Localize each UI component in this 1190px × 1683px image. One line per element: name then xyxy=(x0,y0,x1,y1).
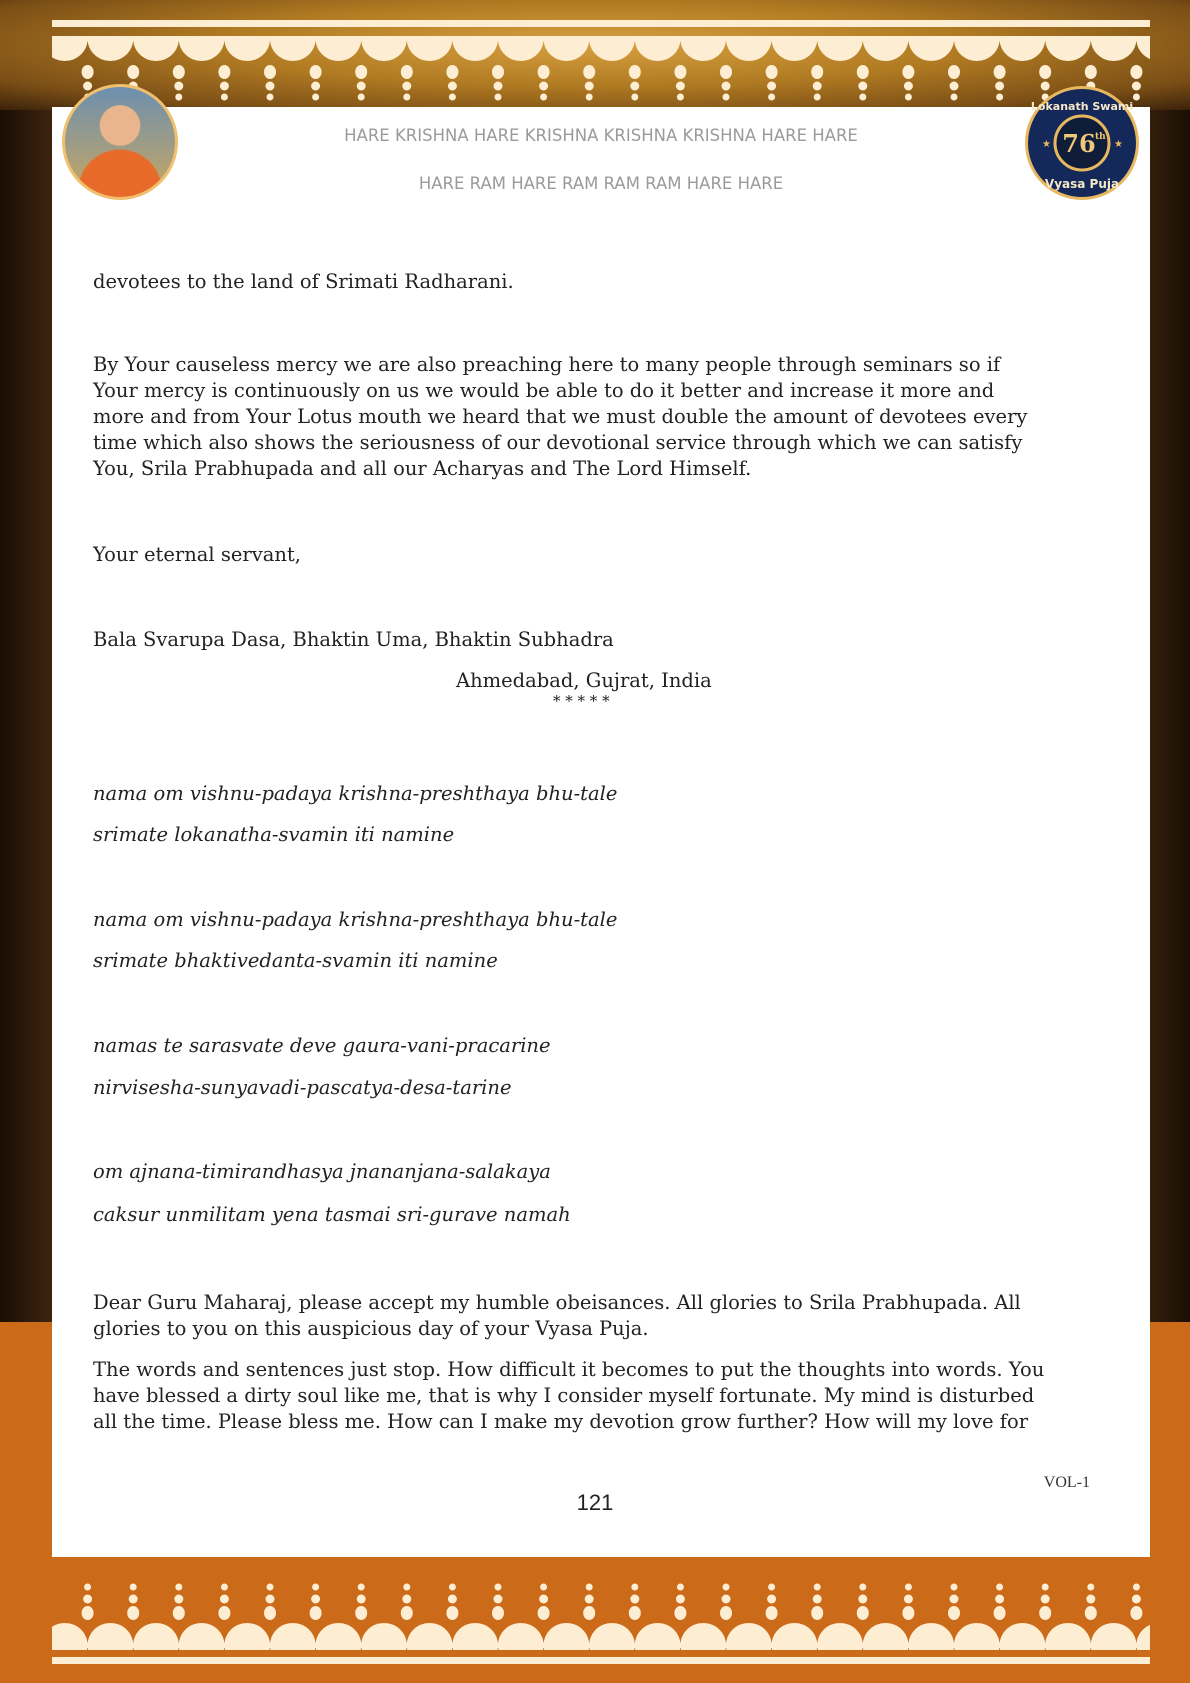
border-ornament xyxy=(858,82,867,91)
border-ornament xyxy=(494,1595,503,1604)
border-ornament xyxy=(908,36,954,61)
border-ornament xyxy=(629,65,641,79)
border-ornament xyxy=(358,1584,365,1591)
border-ornament xyxy=(589,36,635,61)
verse-2-line-2: srimate bhaktivedanta-svamin iti namine xyxy=(93,949,498,972)
border-ornament xyxy=(857,65,869,79)
border-ornament xyxy=(813,82,822,91)
border-ornament xyxy=(767,82,776,91)
border-ornament xyxy=(494,82,503,91)
svg-text:★: ★ xyxy=(1042,139,1051,150)
border-ornament xyxy=(722,1595,731,1604)
border-ornament xyxy=(951,1584,958,1591)
verse-3-line-1: namas te sarasvate deve gaura-vani-pracarine xyxy=(93,1034,551,1057)
text-line: time which also shows the seriousness of our devotional service through which we can satisfy xyxy=(93,431,1023,454)
text-line: You, Srila Prabhupada and all our Acharyas and The Lord Himself. xyxy=(93,457,752,480)
border-ornament xyxy=(174,82,183,91)
border-ornament xyxy=(817,1623,863,1650)
border-ornament xyxy=(1132,1595,1141,1604)
border-ornament xyxy=(583,1606,595,1620)
border-ornament xyxy=(270,36,316,61)
border-ornament xyxy=(1085,65,1097,79)
border-ornament xyxy=(1039,1606,1051,1620)
paragraph-1: devotees to the land of Srimati Radharani. xyxy=(93,270,514,293)
border-ornament xyxy=(902,65,914,79)
verse-4-line-2: caksur unmilitam yena tasmai sri-gurave namah xyxy=(93,1203,571,1226)
border-ornament xyxy=(218,65,230,79)
border-ornament xyxy=(224,1623,270,1650)
border-ornament xyxy=(311,1595,320,1604)
border-ornament xyxy=(133,1623,179,1650)
border-ornament xyxy=(538,65,550,79)
border-ornament xyxy=(1130,1606,1142,1620)
location: Ahmedabad, Gujrat, India xyxy=(456,669,712,692)
border-ornament xyxy=(492,1606,504,1620)
text-line: have blessed a dirty soul like me, that is why I consider myself fortunate. My mind is disturbed xyxy=(93,1384,1035,1407)
border-ornament xyxy=(312,1584,319,1591)
border-ornament xyxy=(811,65,823,79)
border-ornament xyxy=(83,82,92,91)
border-ornament xyxy=(267,94,274,101)
verse-1-line-2: srimate lokanatha-svamin iti namine xyxy=(93,823,455,846)
border-ornament xyxy=(312,94,319,101)
border-ornament xyxy=(1000,1623,1046,1650)
border-ornament xyxy=(175,94,182,101)
verse-4-line-1: om ajnana-timirandhasya jnananjana-salakaya xyxy=(93,1160,551,1183)
border-ornament xyxy=(82,1606,94,1620)
page-number: 121 xyxy=(576,1490,614,1515)
border-ornament xyxy=(859,94,866,101)
border-ornament xyxy=(905,94,912,101)
border-ornament xyxy=(129,1595,138,1604)
top-scallop-border xyxy=(52,36,1150,102)
border-ornament xyxy=(540,1584,547,1591)
border-ornament xyxy=(310,65,322,79)
border-ornament xyxy=(813,1595,822,1604)
border-ornament xyxy=(583,65,595,79)
border-ornament xyxy=(585,1595,594,1604)
verse-3-line-2: nirvisesha-sunyavadi-pascatya-desa-tarine xyxy=(93,1076,512,1099)
border-ornament xyxy=(635,36,681,61)
border-ornament xyxy=(407,1623,453,1650)
border-ornament xyxy=(995,82,1004,91)
border-ornament xyxy=(179,1623,225,1650)
border-ornament xyxy=(680,1623,726,1650)
border-ornament xyxy=(218,1606,230,1620)
border-ornament xyxy=(904,1595,913,1604)
border-ornament xyxy=(1041,1595,1050,1604)
separator: * * * * * xyxy=(553,692,610,710)
paragraph-2 xyxy=(93,352,1027,482)
border-ornament xyxy=(674,65,686,79)
border-ornament xyxy=(1039,65,1051,79)
border-ornament xyxy=(448,1595,457,1604)
border-ornament xyxy=(948,65,960,79)
border-ornament xyxy=(772,36,818,61)
border-ornament xyxy=(1136,1623,1150,1650)
border-ornament xyxy=(996,94,1003,101)
border-ornament xyxy=(357,1595,366,1604)
border-ornament xyxy=(88,1623,134,1650)
border-ornament xyxy=(130,1584,137,1591)
border-ornament xyxy=(492,65,504,79)
border-ornament xyxy=(88,36,134,61)
border-ornament xyxy=(677,94,684,101)
border-ornament xyxy=(402,82,411,91)
badge-suffix: th xyxy=(1095,132,1106,142)
border-ornament xyxy=(267,1584,274,1591)
border-ornament xyxy=(403,94,410,101)
border-ornament xyxy=(221,1584,228,1591)
border-ornament xyxy=(540,94,547,101)
border-ornament xyxy=(310,1606,322,1620)
border-ornament xyxy=(950,1595,959,1604)
border-ornament xyxy=(723,94,730,101)
border-ornament xyxy=(1045,36,1091,61)
border-ornament xyxy=(766,1606,778,1620)
verse-2-line-1: nama om vishnu-padaya krishna-preshthaya bhu-tale xyxy=(93,908,618,931)
border-ornament xyxy=(1091,1623,1137,1650)
border-ornament xyxy=(768,1584,775,1591)
border-ornament xyxy=(902,1606,914,1620)
border-ornament xyxy=(720,1606,732,1620)
border-ornament xyxy=(994,1606,1006,1620)
badge-bottom-text: Vyasa Puja xyxy=(1044,177,1120,191)
border-ornament xyxy=(355,1606,367,1620)
border-ornament xyxy=(904,82,913,91)
border-ornament xyxy=(811,1606,823,1620)
border-ornament xyxy=(995,1595,1004,1604)
border-ornament xyxy=(544,36,590,61)
border-ornament xyxy=(539,1595,548,1604)
text-line: more and from Your Lotus mouth we heard that we must double the amount of devotees every xyxy=(93,405,1028,428)
border-ornament xyxy=(52,36,88,61)
border-ornament xyxy=(221,94,228,101)
border-ornament xyxy=(720,65,732,79)
border-ornament xyxy=(220,82,229,91)
border-ornament xyxy=(133,36,179,61)
border-ornament xyxy=(994,65,1006,79)
border-ornament xyxy=(270,1623,316,1650)
border-ornament xyxy=(772,1623,818,1650)
closing: Your eternal servant, xyxy=(93,543,301,566)
border-ornament xyxy=(817,36,863,61)
border-ornament xyxy=(311,82,320,91)
text-line: glories to you on this auspicious day of your Vyasa Puja. xyxy=(93,1317,649,1340)
border-ornament xyxy=(726,1623,772,1650)
border-ornament xyxy=(630,1595,639,1604)
border-ornament xyxy=(723,1584,730,1591)
border-ornament xyxy=(814,94,821,101)
border-ornament xyxy=(316,1623,362,1650)
text-line: Your mercy is continuously on us we would be able to do it better and increase it more and xyxy=(93,379,995,402)
border-ornament xyxy=(264,1606,276,1620)
border-ornament xyxy=(452,1623,498,1650)
border-ornament xyxy=(498,36,544,61)
badge-number: 76 xyxy=(1062,129,1096,158)
border-ornament xyxy=(954,1623,1000,1650)
border-ornament xyxy=(677,1584,684,1591)
bottom-scallop-border xyxy=(52,1582,1150,1650)
paragraph-3 xyxy=(93,1290,1021,1342)
border-ornament xyxy=(863,1623,909,1650)
signature: Bala Svarupa Dasa, Bhaktin Uma, Bhaktin Subhadra xyxy=(93,628,614,651)
border-ornament xyxy=(680,36,726,61)
border-ornament xyxy=(674,1606,686,1620)
top-rule xyxy=(52,20,1150,27)
border-ornament xyxy=(449,94,456,101)
border-ornament xyxy=(402,1595,411,1604)
border-ornament xyxy=(676,82,685,91)
border-ornament xyxy=(1045,1623,1091,1650)
border-ornament xyxy=(446,65,458,79)
border-ornament xyxy=(586,94,593,101)
text-line: By Your causeless mercy we are also preaching here to many people through seminars so if xyxy=(93,353,1001,376)
border-ornament xyxy=(498,1623,544,1650)
border-ornament xyxy=(446,1606,458,1620)
border-ornament xyxy=(407,36,453,61)
border-ornament xyxy=(951,94,958,101)
volume-label: VOL-1 xyxy=(1043,1474,1090,1491)
border-ornament xyxy=(83,1595,92,1604)
border-ornament xyxy=(1085,1606,1097,1620)
border-ornament xyxy=(361,1623,407,1650)
border-ornament xyxy=(1130,65,1142,79)
border-ornament xyxy=(173,65,185,79)
badge-top-text: Lokanath Swami xyxy=(1030,100,1134,113)
border-ornament xyxy=(357,82,366,91)
border-ornament xyxy=(127,65,139,79)
border-ornament xyxy=(401,1606,413,1620)
border-ornament xyxy=(266,1595,275,1604)
border-ornament xyxy=(174,1595,183,1604)
svg-text:★: ★ xyxy=(1114,139,1123,150)
border-ornament xyxy=(82,65,94,79)
border-ornament xyxy=(954,36,1000,61)
border-ornament xyxy=(722,82,731,91)
border-ornament xyxy=(814,1584,821,1591)
border-ornament xyxy=(1087,1584,1094,1591)
border-ornament xyxy=(224,36,270,61)
border-ornament xyxy=(316,36,362,61)
border-ornament xyxy=(1042,1584,1049,1591)
border-ornament xyxy=(589,1623,635,1650)
border-ornament xyxy=(264,65,276,79)
border-ornament xyxy=(767,1595,776,1604)
text-line: Dear Guru Maharaj, please accept my humble obeisances. All glories to Srila Prabhupada. All xyxy=(93,1291,1021,1314)
border-ornament xyxy=(495,94,502,101)
border-ornament xyxy=(449,1584,456,1591)
text-line: The words and sentences just stop. How difficult it becomes to put the thoughts into words. You xyxy=(93,1358,1045,1381)
border-ornament xyxy=(1091,36,1137,61)
border-ornament xyxy=(538,1606,550,1620)
mantra-line-1: HARE KRISHNA HARE KRISHNA KRISHNA KRISHNA HARE HARE xyxy=(344,126,858,145)
border-ornament xyxy=(1136,36,1150,61)
border-ornament xyxy=(948,1606,960,1620)
border-ornament xyxy=(220,1595,229,1604)
border-ornament xyxy=(1133,1584,1140,1591)
border-ornament xyxy=(857,1606,869,1620)
border-ornament xyxy=(355,65,367,79)
border-ornament xyxy=(175,1584,182,1591)
verse-1-line-1: nama om vishnu-padaya krishna-preshthaya bhu-tale xyxy=(93,782,618,805)
border-ornament xyxy=(448,82,457,91)
border-ornament xyxy=(950,82,959,91)
border-ornament xyxy=(1086,1595,1095,1604)
border-ornament xyxy=(179,36,225,61)
border-ornament xyxy=(495,1584,502,1591)
border-ornament xyxy=(585,82,594,91)
border-ornament xyxy=(52,1623,88,1650)
border-ornament xyxy=(539,82,548,91)
paragraph-4 xyxy=(93,1357,1044,1435)
border-ornament xyxy=(858,1595,867,1604)
border-ornament xyxy=(266,82,275,91)
border-ornament xyxy=(361,36,407,61)
border-ornament xyxy=(630,82,639,91)
text-line: all the time. Please bless me. How can I make my devotion grow further? How will my love for xyxy=(93,1410,1029,1433)
border-ornament xyxy=(996,1584,1003,1591)
border-ornament xyxy=(631,94,638,101)
mantra-line-2: HARE RAM HARE RAM RAM RAM HARE HARE xyxy=(418,174,784,193)
border-ornament xyxy=(859,1584,866,1591)
border-ornament xyxy=(726,36,772,61)
border-ornament xyxy=(863,36,909,61)
border-ornament xyxy=(1000,36,1046,61)
border-ornament xyxy=(766,65,778,79)
border-ornament xyxy=(631,1584,638,1591)
border-ornament xyxy=(544,1623,590,1650)
border-ornament xyxy=(908,1623,954,1650)
border-ornament xyxy=(84,1584,91,1591)
border-ornament xyxy=(403,1584,410,1591)
border-ornament xyxy=(768,94,775,101)
border-ornament xyxy=(635,1623,681,1650)
border-ornament xyxy=(401,65,413,79)
border-ornament xyxy=(905,1584,912,1591)
bottom-rule xyxy=(52,1657,1150,1664)
border-ornament xyxy=(629,1606,641,1620)
border-ornament xyxy=(358,94,365,101)
border-ornament xyxy=(127,1606,139,1620)
border-ornament xyxy=(452,36,498,61)
border-ornament xyxy=(676,1595,685,1604)
border-ornament xyxy=(586,1584,593,1591)
border-ornament xyxy=(173,1606,185,1620)
